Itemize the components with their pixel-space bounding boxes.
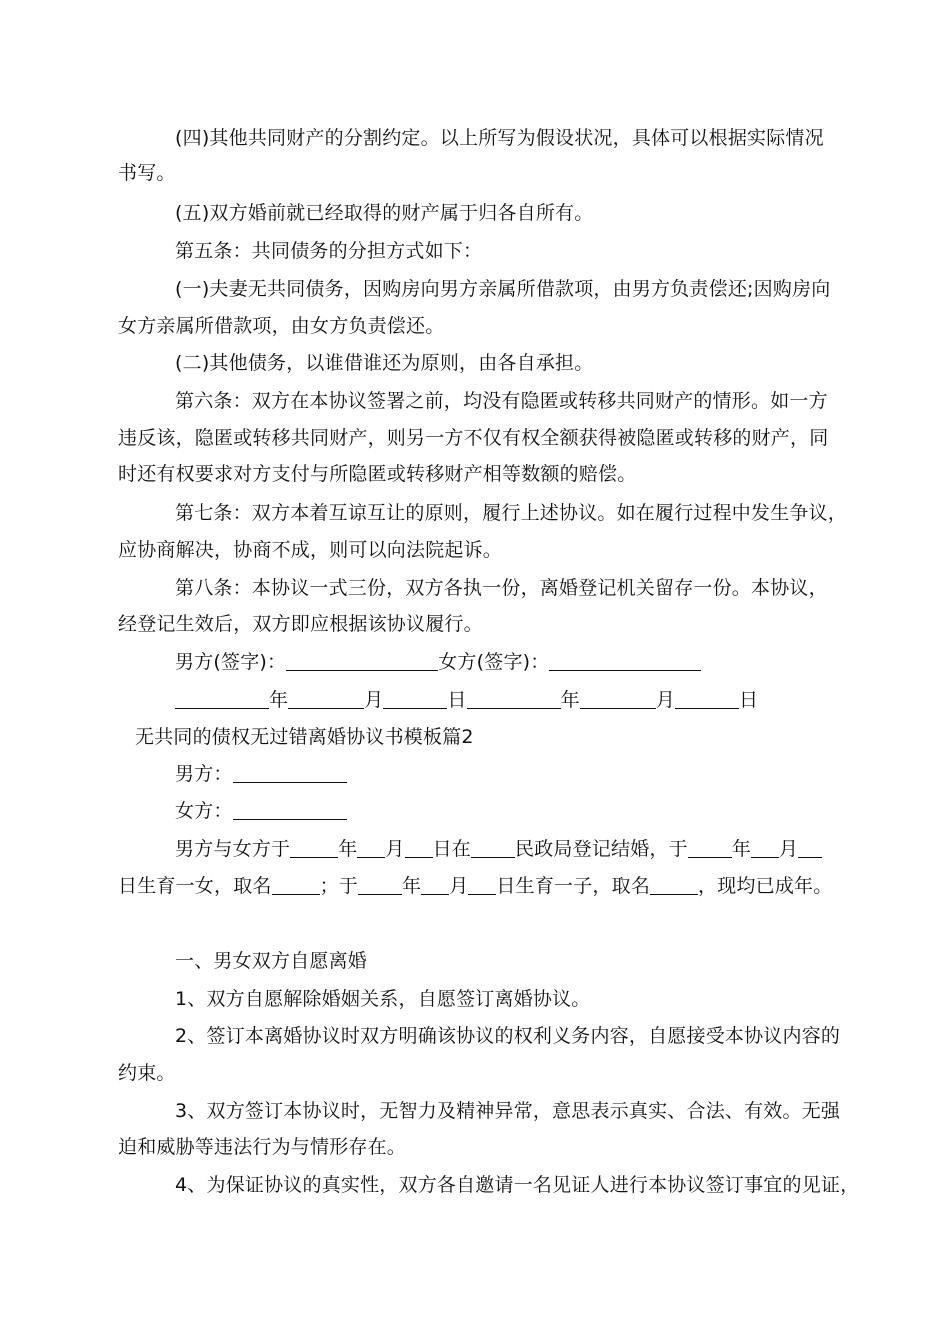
paragraph-line: 时还有权要求对方支付与所隐匿或转移财产相等数额的赔偿。 xyxy=(118,463,637,485)
clause-line: 4、为保证协议的真实性，双方各自邀请一名见证人进行本协议签订事宜的见证， xyxy=(175,1174,860,1196)
paragraph-line: 第七条：双方本着互谅互让的原则，履行上述协议。如在履行过程中发生争议， xyxy=(175,502,848,524)
clause-line: 1、双方自愿解除婚姻关系，自愿签订离婚协议。 xyxy=(175,988,591,1010)
text-fragment: 月 xyxy=(779,838,799,860)
date-blank[interactable] xyxy=(383,690,447,709)
paragraph-line: (二)其他债务，以谁借谁还为原则，由各自承担。 xyxy=(175,352,594,374)
date-blank[interactable] xyxy=(580,690,656,709)
text-fragment: 日生育一女，取名 xyxy=(118,875,272,897)
text-fragment: 日在 xyxy=(432,838,472,860)
month-label: 月 xyxy=(364,689,384,711)
paragraph-line: (五)双方婚前就已经取得的财产属于归各自所有。 xyxy=(175,202,594,224)
paragraph-line: 应协商解决，协商不成，则可以向法院起诉。 xyxy=(118,539,503,561)
fill-blank[interactable] xyxy=(421,876,449,895)
paragraph-line: 经登记生效后，双方即应根据该协议履行。 xyxy=(118,613,483,635)
clause-line: 迫和威胁等违法行为与情形存在。 xyxy=(118,1136,407,1158)
day-label: 日 xyxy=(447,689,467,711)
date-blank[interactable] xyxy=(675,690,739,709)
party-female-blank[interactable] xyxy=(233,801,347,820)
fill-blank[interactable] xyxy=(650,876,698,895)
paragraph-line: (四)其他共同财产的分割约定。以上所写为假设状况，具体可以根据实际情况 xyxy=(175,127,824,149)
fill-blank[interactable] xyxy=(751,839,779,858)
paragraph-line: (一)夫妻无共同债务，因购房向男方亲属所借款项，由男方负责偿还;因购房向 xyxy=(175,278,831,300)
party-male-label: 男方： xyxy=(175,763,233,785)
paragraph-line: 女方亲属所借款项，由女方负责偿还。 xyxy=(118,315,445,337)
day-label: 日 xyxy=(739,689,759,711)
male-signature-label: 男方(签字)： xyxy=(175,651,287,673)
date-blank[interactable] xyxy=(467,690,561,709)
date-line xyxy=(175,687,758,713)
male-signature-blank[interactable] xyxy=(286,652,438,671)
text-fragment: 年 xyxy=(338,838,358,860)
fill-blank[interactable] xyxy=(468,876,496,895)
fill-blank[interactable] xyxy=(688,839,732,858)
paragraph-line: 第八条：本协议一式三份，双方各执一份，离婚登记机关留存一份。本协议， xyxy=(175,577,828,599)
text-fragment: 年 xyxy=(402,875,422,897)
fill-blank[interactable] xyxy=(272,876,320,895)
fill-blank[interactable] xyxy=(798,839,822,858)
party-male-blank[interactable] xyxy=(233,764,347,783)
party-female-line xyxy=(175,798,347,824)
section-title: 无共同的债权无过错离婚协议书模板篇2 xyxy=(135,726,474,748)
paragraph-line: 第六条：双方在本协议签署之前，均没有隐匿或转移共同财产的情形。如一方 xyxy=(175,390,828,412)
month-label: 月 xyxy=(655,689,676,711)
paragraph-line: 书写。 xyxy=(118,162,176,184)
party-male-line xyxy=(175,761,347,787)
fill-blank[interactable] xyxy=(471,839,515,858)
clause-line: 3、双方签订本协议时，无智力及精神异常，意思表示真实、合法、有效。无强 xyxy=(175,1100,841,1122)
clause-line: 约束。 xyxy=(118,1062,176,1084)
part-heading: 一、男女双方自愿离婚 xyxy=(175,950,368,972)
fill-blank[interactable] xyxy=(290,839,338,858)
marriage-line xyxy=(175,836,822,862)
clause-line: 2、签订本离婚协议时双方明确该协议的权利义务内容，自愿接受本协议内容的 xyxy=(175,1025,841,1047)
article-heading: 第五条：共同债务的分担方式如下： xyxy=(175,240,483,262)
text-fragment: 男方与女方于 xyxy=(175,838,291,860)
date-blank[interactable] xyxy=(175,690,269,709)
signature-line xyxy=(175,649,701,675)
party-female-label: 女方： xyxy=(175,800,233,822)
text-fragment: ，现均已成年。 xyxy=(698,875,833,897)
year-label: 年 xyxy=(560,689,580,711)
text-fragment: 年 xyxy=(731,838,752,860)
fill-blank[interactable] xyxy=(358,876,402,895)
text-fragment: ；于 xyxy=(319,875,359,897)
text-fragment: 日生育一子，取名 xyxy=(496,875,651,897)
date-blank[interactable] xyxy=(288,690,364,709)
children-line xyxy=(118,873,832,899)
fill-blank[interactable] xyxy=(405,839,433,858)
fill-blank[interactable] xyxy=(357,839,385,858)
text-fragment: 月 xyxy=(385,838,405,860)
text-fragment: 月 xyxy=(449,875,469,897)
female-signature-blank[interactable] xyxy=(549,652,701,671)
year-label: 年 xyxy=(269,689,289,711)
text-fragment: 民政局登记结婚，于 xyxy=(515,838,688,860)
female-signature-label: 女方(签字)： xyxy=(438,651,550,673)
paragraph-line: 违反该，隐匿或转移共同财产，则另一方不仅有权全额获得被隐匿或转移的财产，同 xyxy=(118,427,829,449)
